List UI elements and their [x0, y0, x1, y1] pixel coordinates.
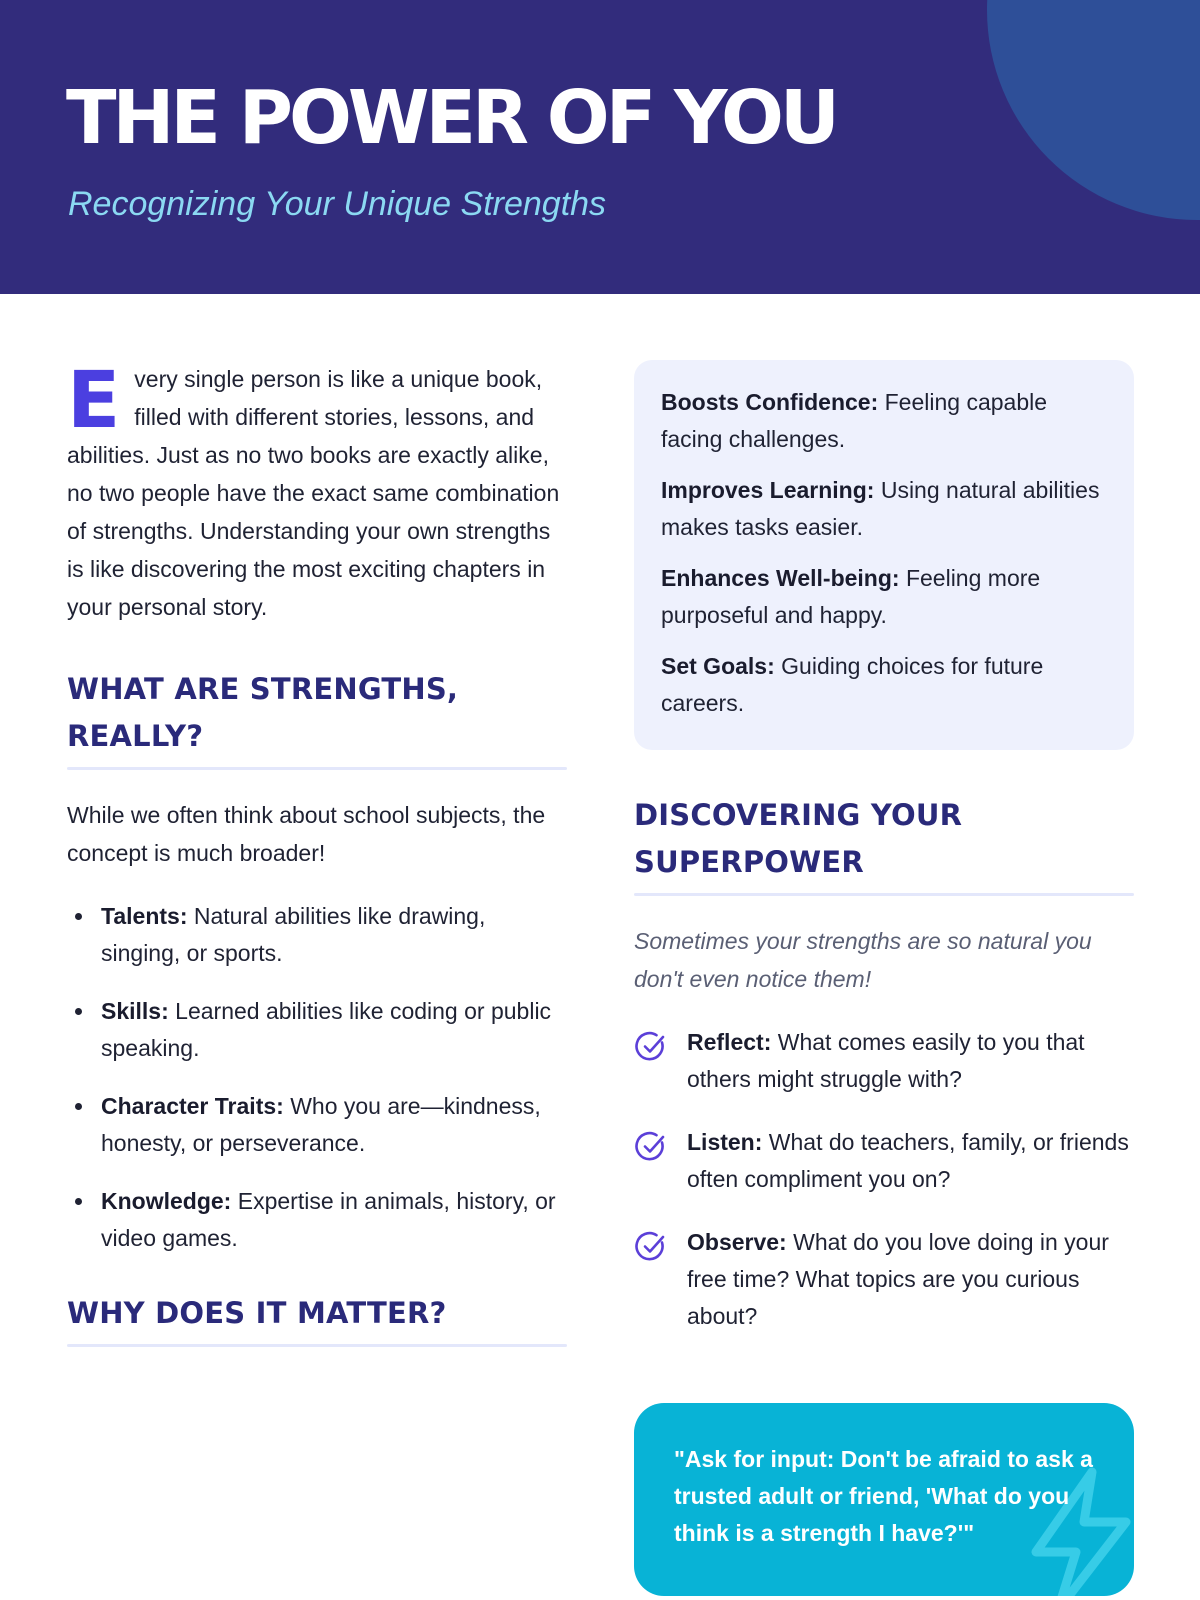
page-title: THE POWER OF YOU	[66, 75, 836, 161]
item-term: Improves Learning:	[661, 477, 875, 503]
item-desc: Using natural abilities makes tasks easier.	[661, 477, 1100, 540]
intro-paragraph	[67, 356, 567, 626]
item-term: Listen:	[687, 1129, 763, 1155]
list-item	[634, 1224, 1134, 1335]
item-desc: What comes easily to you that others might struggle with?	[687, 1029, 1085, 1092]
strengths-intro: While we often think about school subjects, the concept is much broader!	[67, 802, 546, 866]
quote-text: "Ask for input: Don't be afraid to ask a trusted adult or friend, 'What do you think is a strength I have?'"	[674, 1446, 1093, 1546]
section-divider	[67, 1344, 567, 1347]
discover-heading: DISCOVERING YOUR SUPERPOWER	[634, 798, 963, 879]
item-desc: Feeling more purposeful and happy.	[661, 565, 1041, 628]
page-header	[0, 0, 1200, 294]
item-desc: Natural abilities like drawing, singing, or sports.	[101, 903, 486, 966]
check-circle-icon	[634, 1230, 668, 1264]
why-it-matters-heading: WHY DOES IT MATTER?	[67, 1296, 447, 1330]
item-term: Talents:	[101, 903, 188, 929]
bullet-dot	[75, 1198, 82, 1205]
strengths-list	[67, 898, 567, 1257]
header-decorative-circle	[987, 0, 1200, 220]
page-subtitle: Recognizing Your Unique Strengths	[68, 185, 607, 223]
bullet-dot	[75, 1008, 82, 1015]
item-term: Enhances Well-being:	[661, 565, 900, 591]
section-divider	[634, 893, 1134, 896]
intro-text: very single person is like a unique book, filled with different stories, lessons, and abilities. Just as no two books are exactly alike, no two people have the exact same combination of strengths. Understanding your own strengths is like discovering the most exciting chapters in your personal story.	[67, 366, 560, 620]
list-item	[67, 993, 567, 1067]
item-term: Observe:	[687, 1229, 787, 1255]
item-term: Boosts Confidence:	[661, 389, 879, 415]
benefit-item	[661, 560, 1108, 634]
list-item	[67, 1183, 567, 1257]
benefit-item	[661, 472, 1108, 546]
item-desc: Learned abilities like coding or public speaking.	[101, 998, 552, 1061]
benefit-item	[661, 384, 1108, 458]
item-desc: Who you are—kindness, honesty, or perseverance.	[101, 1093, 541, 1156]
drop-cap: E	[67, 356, 121, 446]
item-term: Set Goals:	[661, 653, 775, 679]
check-circle-icon	[634, 1030, 668, 1064]
left-column	[67, 356, 567, 1347]
item-desc: What do you love doing in your free time? What topics are you curious about?	[687, 1229, 1109, 1329]
check-circle-icon	[634, 1130, 668, 1164]
item-desc: Guiding choices for future careers.	[661, 653, 1044, 716]
list-item	[634, 1024, 1134, 1098]
item-desc: What do teachers, family, or friends often compliment you on?	[687, 1129, 1129, 1192]
item-term: Reflect:	[687, 1029, 772, 1055]
benefits-card	[634, 360, 1134, 750]
bullet-dot	[75, 1103, 82, 1110]
item-term: Character Traits:	[101, 1093, 284, 1119]
item-desc: Expertise in animals, history, or video games.	[101, 1188, 556, 1251]
list-item	[634, 1124, 1134, 1198]
quote-callout	[634, 1403, 1134, 1596]
benefit-item	[661, 648, 1108, 722]
list-item	[67, 1088, 567, 1162]
section-divider	[67, 767, 567, 770]
item-term: Knowledge:	[101, 1188, 232, 1214]
list-item	[67, 898, 567, 972]
strengths-heading: WHAT ARE STRENGTHS, REALLY?	[67, 672, 459, 753]
discover-steps	[634, 1024, 1134, 1335]
item-desc: Feeling capable facing challenges.	[661, 389, 1048, 452]
discover-note: Sometimes your strengths are so natural you don't even notice them!	[634, 928, 1092, 992]
right-column	[634, 360, 1134, 1361]
item-term: Skills:	[101, 998, 169, 1024]
bullet-dot	[75, 913, 82, 920]
